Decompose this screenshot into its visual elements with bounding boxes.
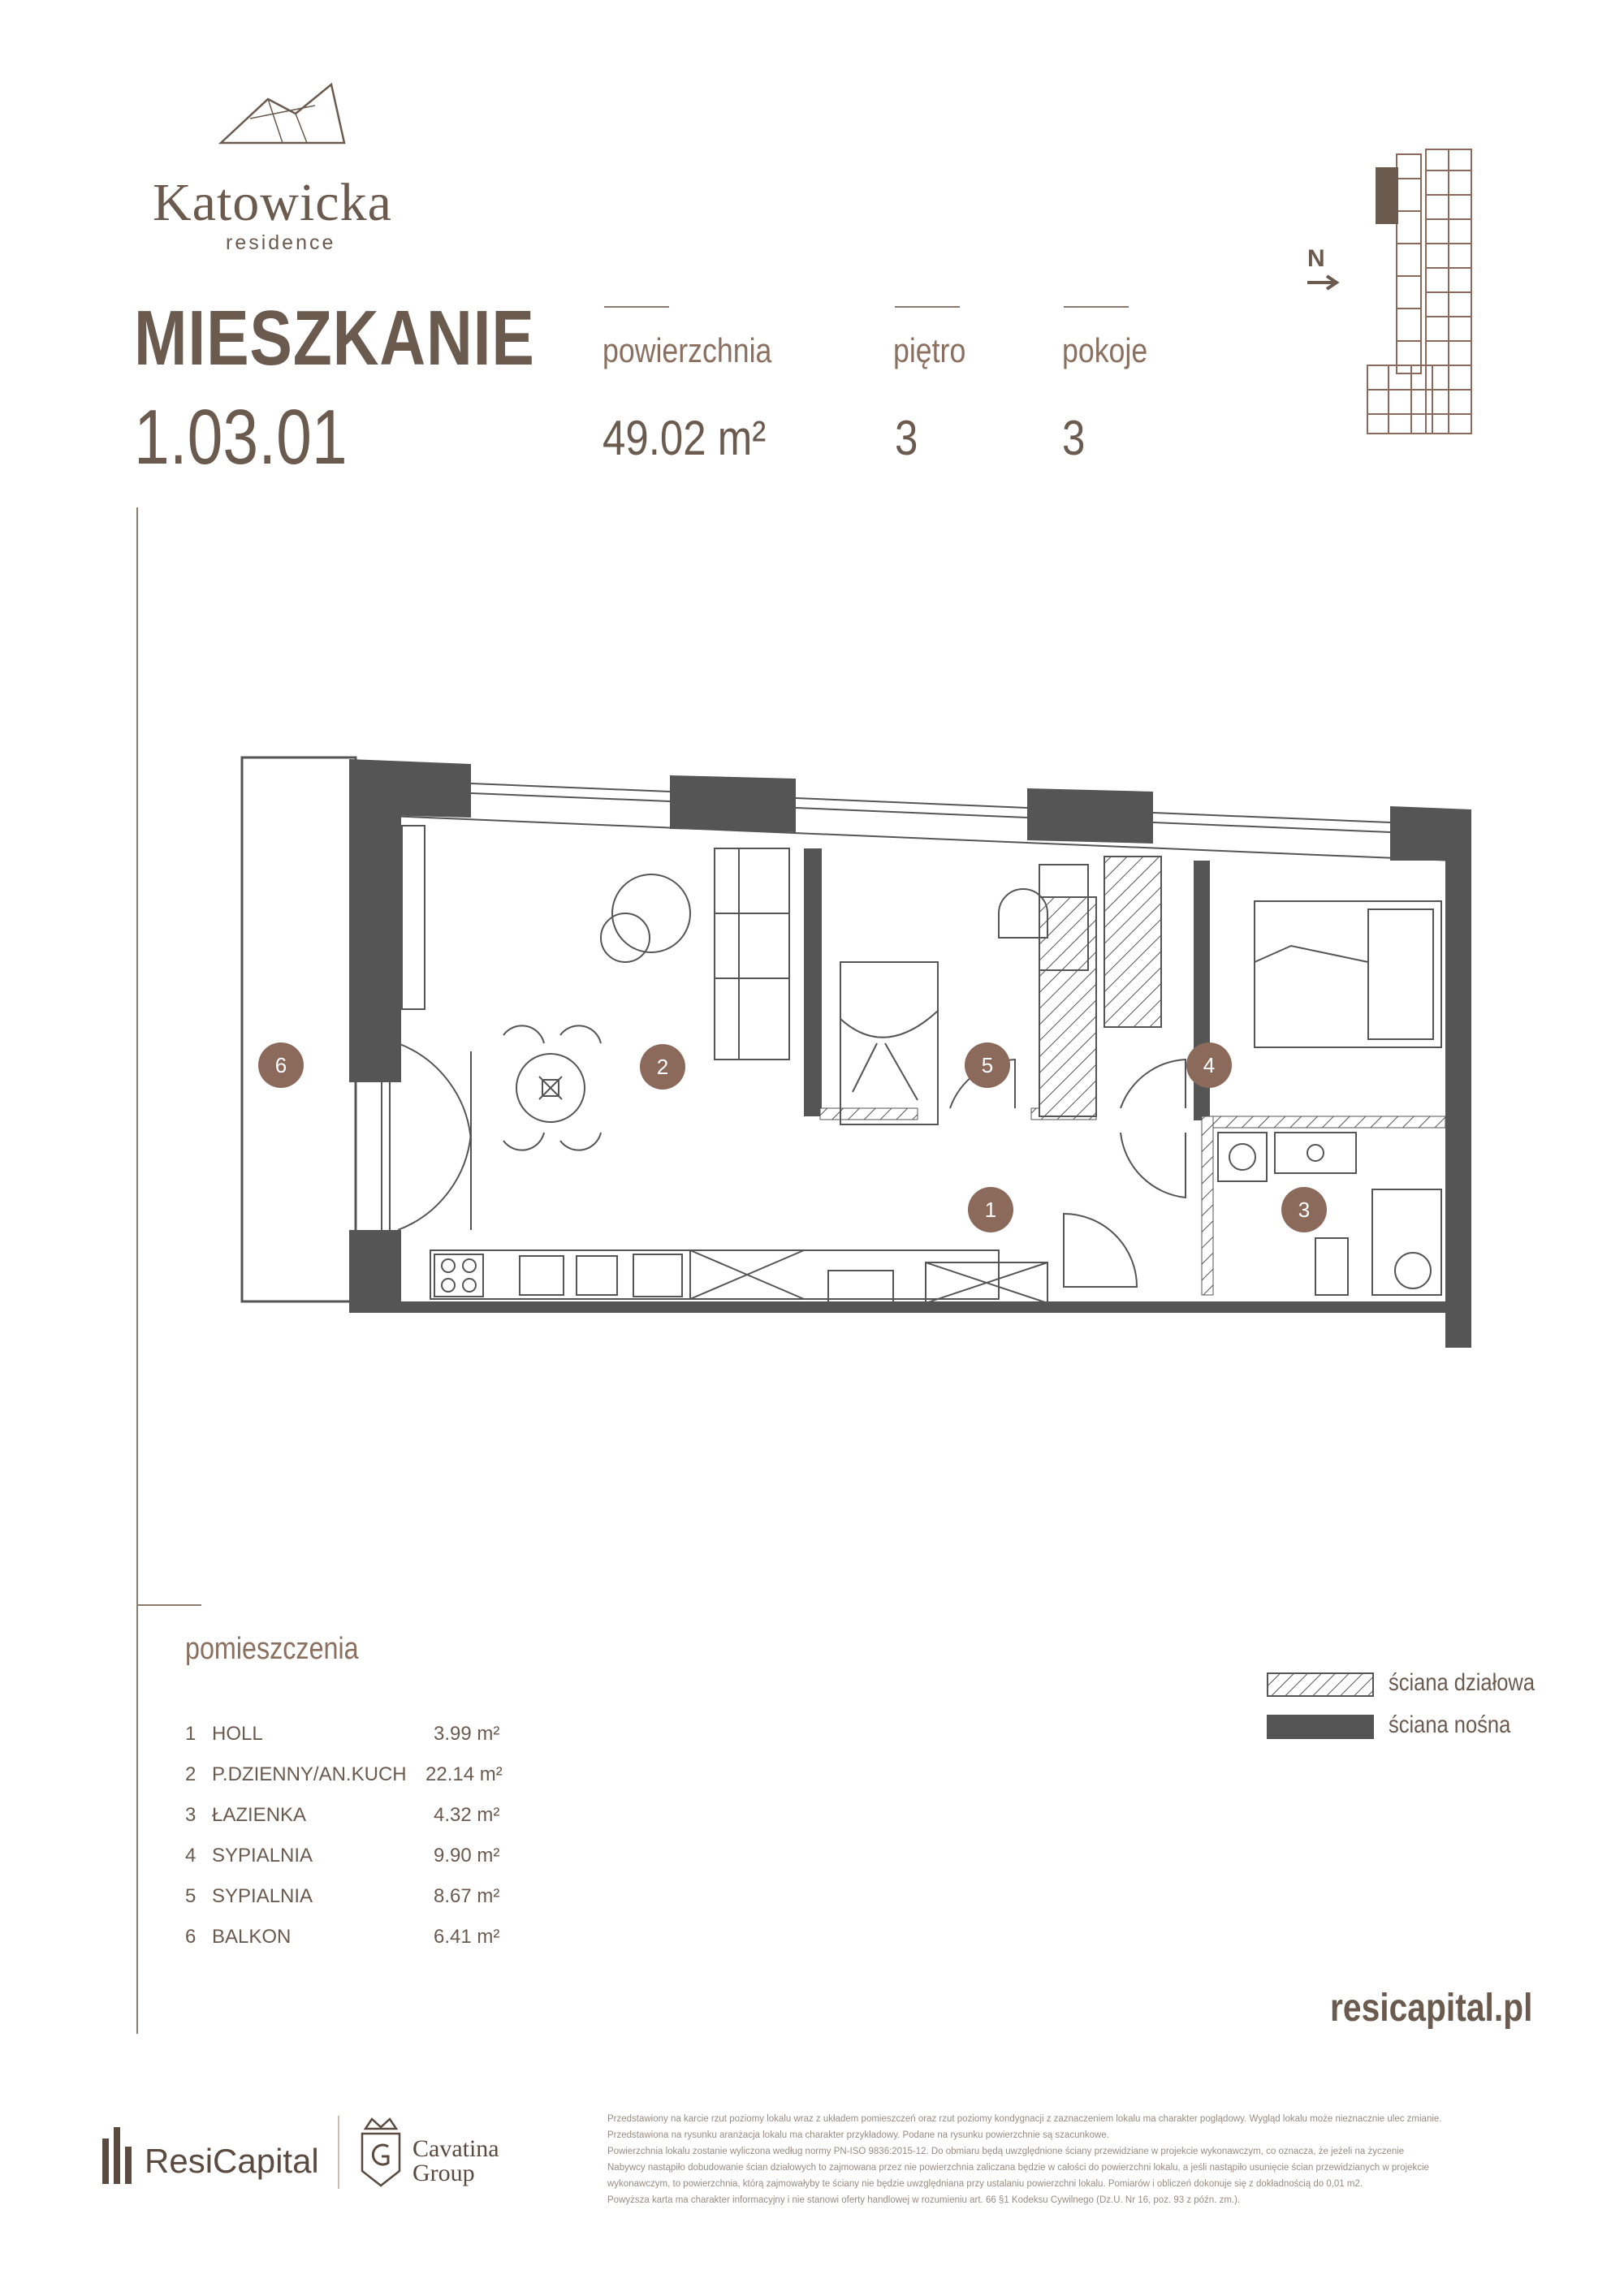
brand-name: Katowicka — [153, 173, 392, 232]
stat-rule-floor — [895, 306, 960, 308]
stat-value-area: 49.02 m² — [603, 411, 767, 465]
resicapital-logo-icon — [101, 2119, 136, 2184]
room-area: 6.41 m² — [434, 1926, 500, 1948]
plan-badge-balcony: 6 — [258, 1042, 304, 1088]
stat-label-floor: piętro — [893, 331, 966, 369]
logo-divider — [338, 2116, 339, 2189]
room-number: 4 — [185, 1845, 197, 1867]
plan-badge-hall: 1 — [968, 1187, 1013, 1232]
plan-badge-bathroom: 3 — [1281, 1187, 1327, 1232]
resicapital-logo-text: ResiCapital — [145, 2142, 319, 2180]
room-area: 3.99 m² — [434, 1723, 500, 1745]
brand-mountain-logo — [218, 81, 348, 146]
website-url[interactable]: resicapital.pl — [1330, 1987, 1533, 2030]
compass-north: N — [1307, 245, 1325, 272]
floor-plan — [235, 751, 1478, 1348]
disclaimer-line: Powyższa karta ma charakter informacyjny i nie stanowi oferty handlowej w rozumieniu art. 66 §1 Kodeksu Cywilnego (Dz.U. Nr 16, poz. 93 z późn. zm.). — [607, 2195, 1241, 2205]
disclaimer-line: Przedstawiony na karcie rzut poziomy lokalu wraz z układem pomieszczeń oraz rzut poziomy kondygnacji z zaznaczeniem lokalu ma charakter poglądowy. Wygląd lokalu może nieznacznie ulec zmianie. — [607, 2114, 1442, 2124]
plan-badge-living: 2 — [640, 1044, 685, 1090]
room-number: 2 — [185, 1763, 197, 1785]
rooms-title: pomieszczenia — [185, 1632, 359, 1666]
disclaimer-line: wykonawczym, to powierzchnia, którą zajmowałyby te ściany nie będzie uwzględniana przy ustalaniu powierzchni lokalu. Pomiarów i obliczeń dokonuje się z dokładnością do 0,01 m2. — [607, 2179, 1363, 2189]
room-name: ŁAZIENKA — [212, 1804, 307, 1826]
legal-disclaimer — [607, 2111, 1533, 2208]
room-number: 5 — [185, 1885, 197, 1907]
cavatina-logo-text: Cavatina — [412, 2135, 499, 2162]
room-name: P.DZIENNY/AN.KUCH — [212, 1763, 407, 1785]
room-area: 22.14 m² — [425, 1763, 503, 1785]
frame-line-horizontal — [136, 1604, 201, 1606]
disclaimer-line: Powierzchnia lokalu zostanie wyliczona według normy PN-ISO 9836:2015-12. Do obmiaru będą uwzględnione ściany przewidziane w projekcie wykonawczym, co oznacza, że jeżeli na życzenie — [607, 2147, 1405, 2156]
room-area: 4.32 m² — [434, 1804, 500, 1826]
legend-hatched-swatch — [1267, 1672, 1374, 1697]
plan-badge-bedroom-4: 4 — [1186, 1042, 1232, 1088]
plan-badge-bedroom-5: 5 — [965, 1042, 1010, 1088]
disclaimer-line: Przedstawiona na rysunku aranżacja lokalu ma charakter przykładowy. Podane na rysunku powierzchnie są szacunkowe. — [607, 2130, 1109, 2140]
flat-label: MIESZKANIE — [134, 295, 535, 382]
stat-value-floor: 3 — [895, 411, 918, 465]
flat-number: 1.03.01 — [134, 394, 348, 481]
legend-solid-swatch — [1267, 1715, 1374, 1739]
room-name: SYPIALNIA — [212, 1885, 313, 1907]
room-area: 8.67 m² — [434, 1885, 500, 1907]
stat-label-area: powierzchnia — [603, 331, 772, 369]
room-number: 3 — [185, 1804, 197, 1826]
north-arrow-icon — [1306, 273, 1341, 292]
stat-label-rooms: pokoje — [1062, 331, 1148, 369]
room-name: BALKON — [212, 1926, 292, 1948]
legend-label-partition: ściana działowa — [1389, 1669, 1535, 1696]
cavatina-logo-subtext: Group — [412, 2160, 475, 2186]
room-number: 6 — [185, 1926, 197, 1948]
legend-label-loadbearing: ściana nośna — [1389, 1711, 1511, 1738]
cavatina-crest-icon — [359, 2114, 403, 2189]
room-area: 9.90 m² — [434, 1845, 500, 1867]
frame-line-vertical — [136, 507, 138, 2034]
building-key-plan — [1364, 146, 1478, 438]
brand-subtitle: residence — [226, 231, 336, 254]
disclaimer-line: Nabywcy nastąpiło dobudowanie ścian działowych to zajmowana przez nie powierzchnia zaliczana będzie w całości do powierzchni lokalu, a jeśli nastąpiło usunięcie ścian przewidzianych w projekcie — [607, 2163, 1429, 2173]
stat-rule-rooms — [1064, 306, 1129, 308]
room-number: 1 — [185, 1723, 197, 1745]
room-name: SYPIALNIA — [212, 1845, 313, 1867]
stat-value-rooms: 3 — [1062, 411, 1086, 465]
stat-rule-area — [604, 306, 669, 308]
room-name: HOLL — [212, 1723, 263, 1745]
